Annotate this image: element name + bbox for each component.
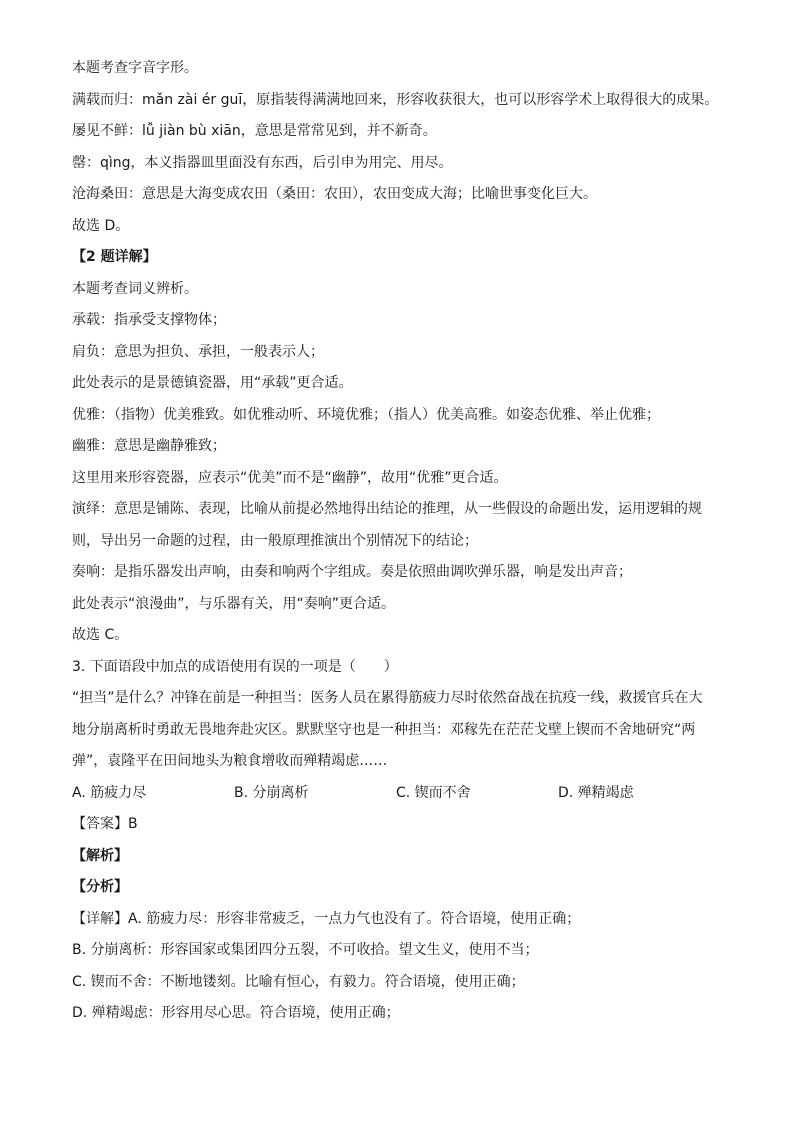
text-line: 肩负：意思为担负、承担，一般表示人；	[72, 343, 324, 360]
text-line: 承载：指承受支撑物体；	[72, 312, 226, 328]
answer-line: 故选 C。	[72, 627, 129, 643]
detail-line: B. 分崩离析：形容国家或集团四分五裂，不可收拾。望文生义，使用不当；	[72, 942, 539, 958]
analysis-label: 【解析】	[72, 847, 128, 864]
analysis-sub-label: 【分析】	[72, 879, 128, 895]
option-d: D. 殚精竭虑	[558, 784, 634, 801]
answer-label: 【答案】B	[72, 816, 138, 832]
answer-line: 故选 D。	[72, 217, 130, 234]
text-line: 屡见不鲜：lǚ jiàn bù xiān，意思是常常见到，并不新奇。	[72, 123, 437, 139]
text-line: 本题考查字音字形。	[72, 60, 198, 76]
option-b: B. 分崩离析	[234, 784, 309, 801]
question-title: 3. 下面语段中加点的成语使用有误的一项是（ ）	[72, 658, 398, 675]
option-a: A. 筋疲力尽	[72, 784, 147, 801]
text-line: 演绎：意思是铺陈、表现，比喻从前提必然地得出结论的推理，从一些假设的命题出发，运用逻辑的规	[72, 501, 702, 517]
text-line: 幽雅：意思是幽静雅致；	[72, 438, 226, 454]
passage-line: “担当”是什么？冲锋在前是一种担当：医务人员在累得筋疲力尽时依然奋战在抗疫一线，救援官兵在大	[72, 690, 703, 706]
text-line: 优雅：（指物）优美雅致。如优雅动听、环境优雅；（指人）优美高雅。如姿态优雅、举止优雅；	[72, 406, 660, 423]
text-line: 罄：qìng，本义指器皿里面没有东西，后引申为用完、用尽。	[72, 154, 453, 171]
document-page	[72, 58, 732, 1035]
detail-line: D. 殚精竭虑：形容用尽心思。符合语境，使用正确；	[72, 1005, 400, 1021]
text-line: 奏响：是指乐器发出声响，由奏和响两个字组成。奏是依照曲调吹弹乐器，响是发出声音；	[72, 564, 632, 580]
text-line: 沧海桑田：意思是大海变成农田（桑田：农田），农田变成大海；比喻世事变化巨大。	[72, 186, 597, 202]
text-line: 则，导出另一命题的过程，由一般原理推演出个别情况下的结论；	[72, 532, 478, 549]
text-line: 这里用来形容瓷器，应表示“优美”而不是“幽静”，故用“优雅”更合适。	[72, 469, 508, 486]
section-heading: 【2 题详解】	[72, 249, 157, 265]
text-line: 本题考查词义辨析。	[72, 280, 198, 297]
detail-line: 【详解】A. 筋疲力尽：形容非常疲乏，一点力气也没有了。符合语境，使用正确；	[72, 910, 581, 927]
detail-line: C. 锲而不舍：不断地镂刻。比喻有恒心，有毅力。符合语境，使用正确；	[72, 973, 525, 990]
text-line: 此处表示“浪漫曲”，与乐器有关，用“奏响”更合适。	[72, 595, 396, 612]
text-line: 满载而归：mǎn zài ér guī，原指装得满满地回来，形容收获很大，也可以形容学术上取得很大的成果。	[72, 91, 719, 108]
text-line: 此处表示的是景德镇瓷器，用“承载”更合适。	[72, 375, 353, 391]
passage-line: 弹”，袁隆平在田间地头为粮食增收而殚精竭虑……	[72, 753, 388, 769]
option-c: C. 锲而不舍	[396, 784, 471, 801]
passage-line: 地分崩离析时勇敢无畏地奔赴灾区。默默坚守也是一种担当：邓稼先在茫茫戈壁上锲而不舍地研究“两	[72, 721, 696, 738]
answer-options	[72, 783, 732, 803]
